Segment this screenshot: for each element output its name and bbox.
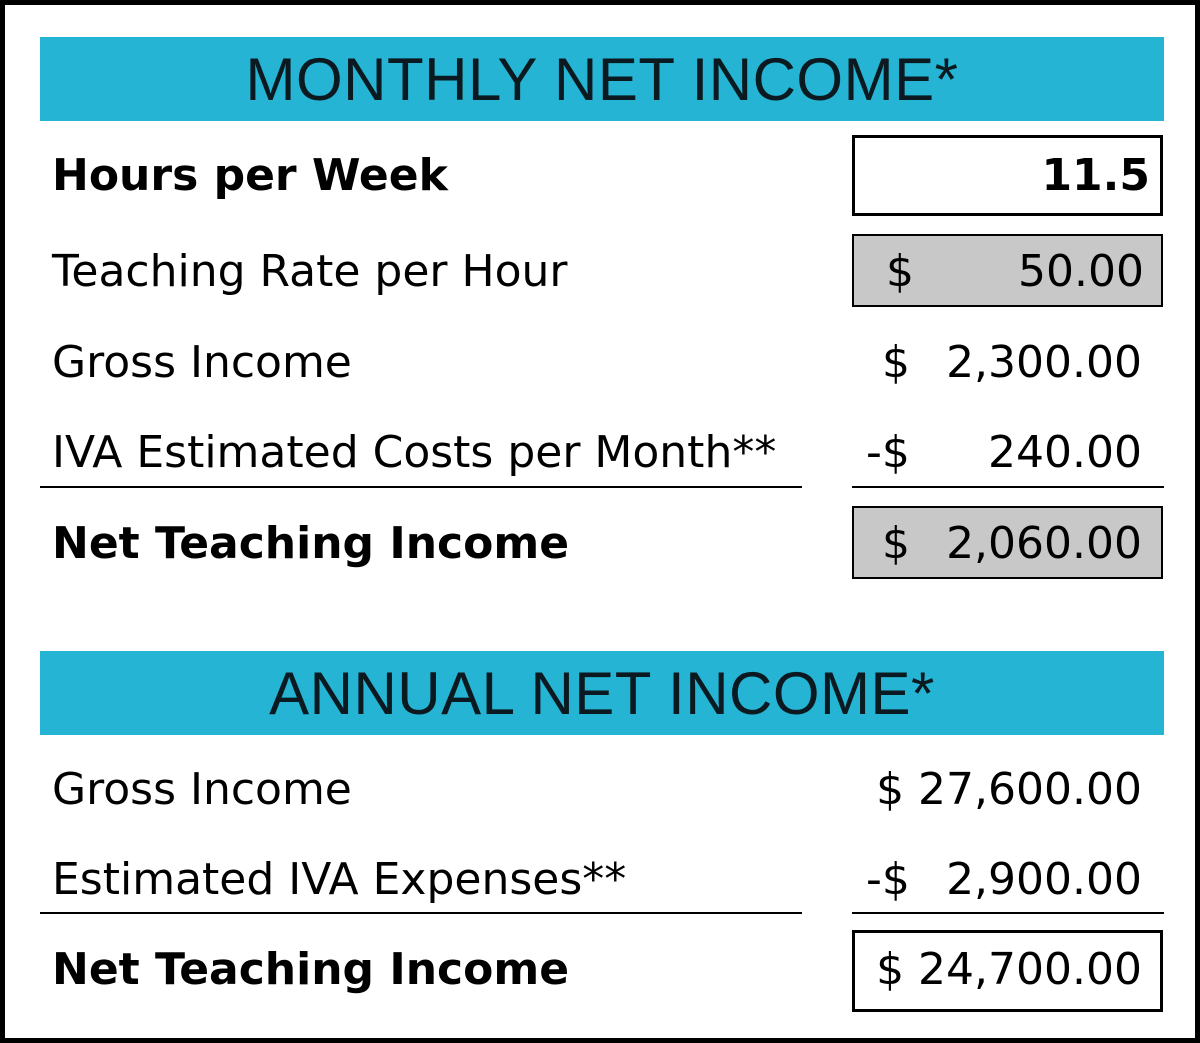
iva-costs-label-underline [40, 486, 802, 488]
teaching-rate-currency: $ [886, 246, 914, 297]
iva-expenses-label-underline [40, 912, 802, 914]
teaching-rate-value: 50.00 [1018, 246, 1144, 297]
iva-costs-value: 240.00 [988, 427, 1142, 478]
iva-expenses-value-underline [852, 912, 1164, 914]
annual-title: ANNUAL NET INCOME* [269, 659, 935, 727]
annual-gross-income-value: $ 27,600.00 [876, 764, 1142, 815]
monthly-net-income-value: 2,060.00 [946, 518, 1142, 569]
hours-per-week-value[interactable]: 11.5 [1041, 150, 1150, 201]
annual-net-income-value: $ 24,700.00 [876, 944, 1142, 995]
monthly-section-header [40, 37, 1164, 121]
annual-section-header [40, 651, 1164, 735]
monthly-title: MONTHLY NET INCOME* [245, 45, 959, 113]
hours-per-week-label: Hours per Week [52, 150, 448, 201]
annual-gross-income-label: Gross Income [52, 764, 352, 815]
monthly-gross-income-label: Gross Income [52, 337, 352, 388]
iva-expenses-label: Estimated IVA Expenses** [52, 854, 627, 905]
iva-costs-label: IVA Estimated Costs per Month** [52, 427, 777, 478]
teaching-rate-label: Teaching Rate per Hour [52, 246, 568, 297]
monthly-net-income-label: Net Teaching Income [52, 518, 570, 569]
monthly-gross-income-currency: $ [882, 337, 910, 388]
iva-costs-value-underline [852, 486, 1164, 488]
monthly-gross-income-value: 2,300.00 [946, 337, 1142, 388]
iva-costs-currency: -$ [866, 427, 910, 478]
iva-expenses-value: 2,900.00 [946, 854, 1142, 905]
iva-expenses-currency: -$ [866, 854, 910, 905]
annual-net-income-label: Net Teaching Income [52, 944, 570, 995]
monthly-net-income-currency: $ [882, 518, 910, 569]
